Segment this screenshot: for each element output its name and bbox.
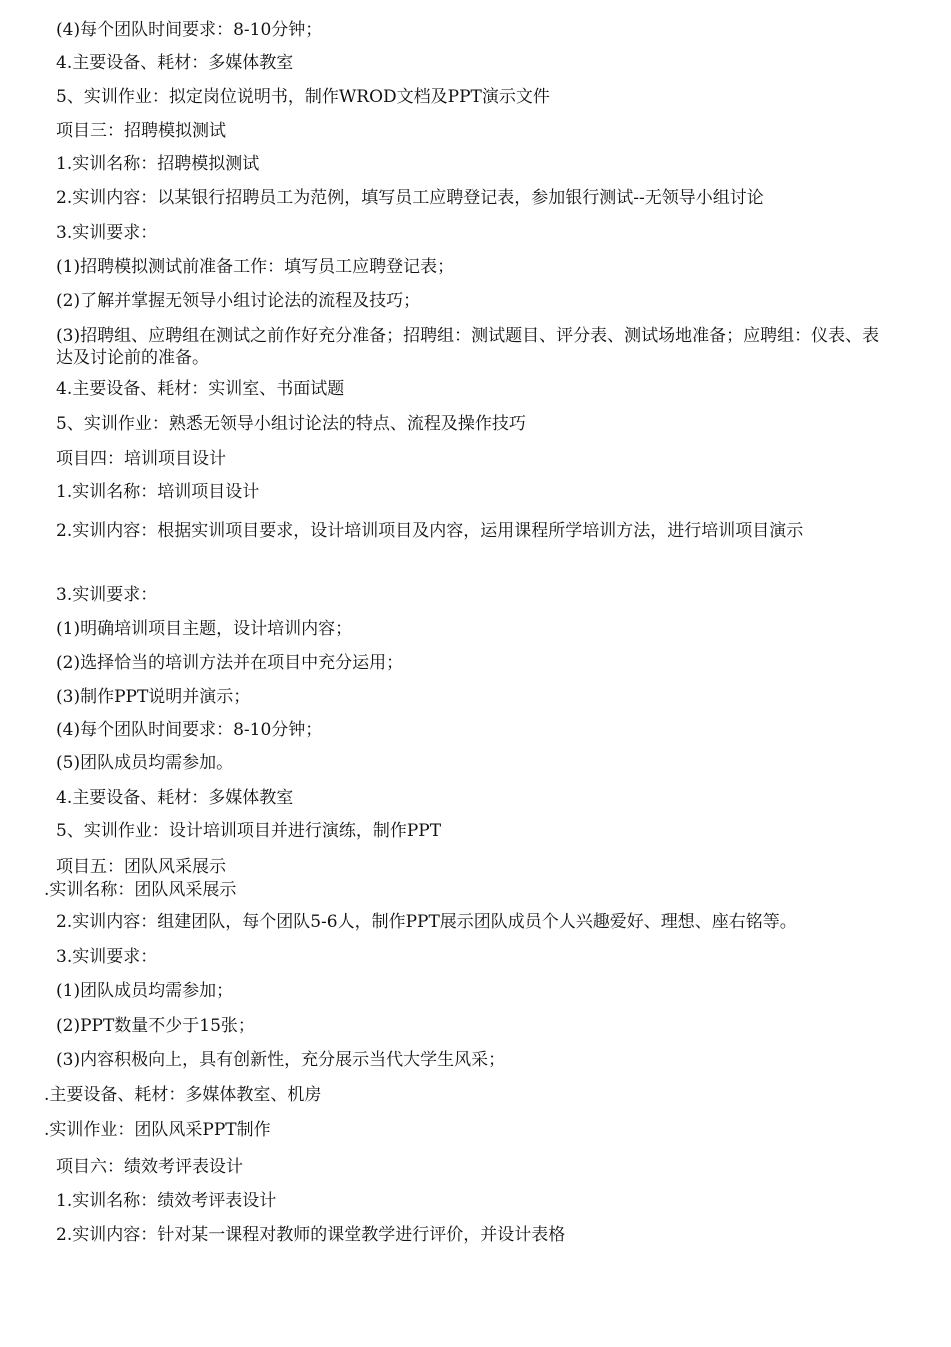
text-line: 2.实训内容：以某银行招聘员工为范例，填写员工应聘登记表，参加银行测试--无领导小组讨论 bbox=[56, 188, 764, 208]
text-line: 2.实训内容：根据实训项目要求，设计培训项目及内容，运用课程所学培训方法，进行培训项目演示 bbox=[56, 521, 804, 541]
text-line: (5)团队成员均需参加。 bbox=[56, 753, 234, 773]
text-line: (1)明确培训项目主题，设计培训内容； bbox=[56, 619, 353, 639]
text-line: 4.主要设备、耗材：多媒体教室 bbox=[56, 788, 294, 808]
text-line: 3.实训要求： bbox=[56, 585, 158, 605]
text-line: 5、实训作业：拟定岗位说明书，制作WROD文档及PPT演示文件 bbox=[56, 87, 550, 107]
text-line: 2.实训内容：组建团队，每个团队5-6人，制作PPT展示团队成员个人兴趣爱好、理想、座右铭等。 bbox=[56, 912, 797, 932]
text-line: 5、实训作业：设计培训项目并进行演练，制作PPT bbox=[56, 821, 442, 841]
text-line: 4.主要设备、耗材：多媒体教室 bbox=[56, 53, 294, 73]
text-line: (1)招聘模拟测试前准备工作：填写员工应聘登记表； bbox=[56, 257, 455, 277]
text-line: (4)每个团队时间要求：8-10分钟； bbox=[56, 720, 323, 740]
text-line: (3)制作PPT说明并演示； bbox=[56, 687, 251, 707]
text-line: (3)招聘组、应聘组在测试之前作好充分准备；招聘组：测试题目、评分表、测试场地准备；应聘组：仪表、表达及讨论前的准备。 bbox=[56, 326, 880, 368]
text-line: (2)选择恰当的培训方法并在项目中充分运用； bbox=[56, 653, 404, 673]
text-line: .实训名称：团队风采展示 bbox=[44, 880, 237, 900]
text-line: 1.实训名称：招聘模拟测试 bbox=[56, 154, 260, 174]
section-heading: 项目四：培训项目设计 bbox=[56, 449, 226, 469]
text-line: 3.实训要求： bbox=[56, 223, 158, 243]
section-heading: 项目六：绩效考评表设计 bbox=[56, 1157, 243, 1177]
text-line: (4)每个团队时间要求：8-10分钟； bbox=[56, 20, 323, 40]
text-line: (1)团队成员均需参加； bbox=[56, 981, 234, 1001]
text-line: 1.实训名称：绩效考评表设计 bbox=[56, 1191, 277, 1211]
section-heading: 项目五：团队风采展示 bbox=[56, 857, 226, 877]
text-line: 3.实训要求： bbox=[56, 947, 158, 967]
text-line: (2)PPT数量不少于15张； bbox=[56, 1016, 255, 1036]
text-line: 4.主要设备、耗材：实训室、书面试题 bbox=[56, 379, 345, 399]
text-line: 1.实训名称：培训项目设计 bbox=[56, 482, 260, 502]
section-heading: 项目三：招聘模拟测试 bbox=[56, 121, 226, 141]
text-line: 2.实训内容：针对某一课程对教师的课堂教学进行评价，并设计表格 bbox=[56, 1225, 566, 1245]
text-line: 5、实训作业：熟悉无领导小组讨论法的特点、流程及操作技巧 bbox=[56, 414, 526, 434]
text-line: .主要设备、耗材：多媒体教室、机房 bbox=[44, 1085, 322, 1105]
text-line: (2)了解并掌握无领导小组讨论法的流程及技巧； bbox=[56, 291, 421, 311]
text-line: .实训作业：团队风采PPT制作 bbox=[44, 1120, 271, 1140]
text-line: (3)内容积极向上，具有创新性，充分展示当代大学生风采； bbox=[56, 1050, 506, 1070]
